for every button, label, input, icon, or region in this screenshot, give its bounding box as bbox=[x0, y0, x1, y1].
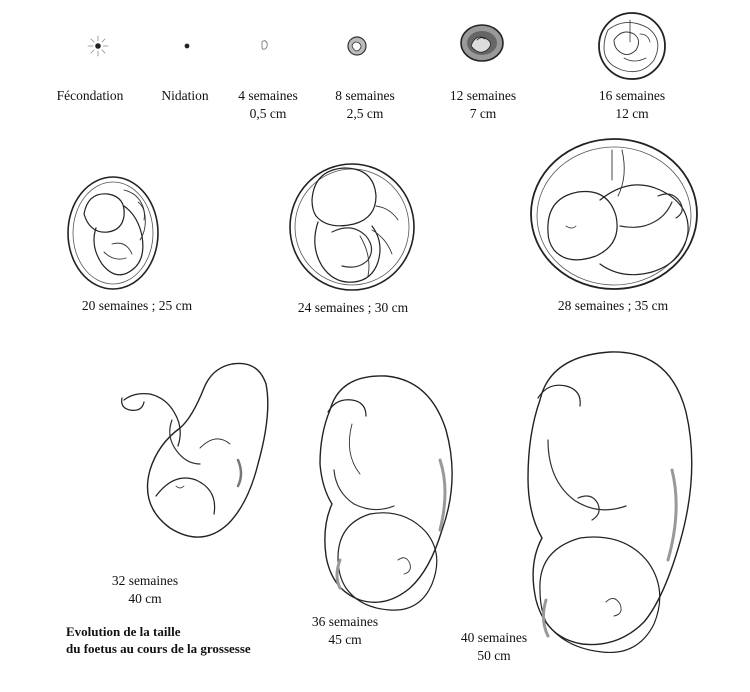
stage-label-16-weeks bbox=[589, 87, 675, 123]
fetus-12-weeks-drawing bbox=[461, 25, 503, 61]
fetus-16-weeks-drawing bbox=[599, 13, 665, 79]
stage-size: 2,5 cm bbox=[346, 106, 384, 121]
fetus-20-weeks-drawing bbox=[68, 177, 158, 289]
stage-size: 0,5 cm bbox=[249, 106, 287, 121]
nidation-dot-drawing bbox=[185, 44, 189, 48]
stage-label-32-weeks bbox=[100, 572, 190, 608]
fetus-32-weeks-drawing bbox=[122, 363, 268, 537]
stage-label-20-weeks bbox=[64, 297, 210, 315]
stage-name: 36 semaines bbox=[311, 614, 379, 629]
stage-label-28-weeks bbox=[540, 297, 686, 315]
stage-name: 20 semaines ; 25 cm bbox=[81, 298, 193, 313]
stage-size: 12 cm bbox=[615, 106, 649, 121]
stage-name: 8 semaines bbox=[335, 88, 395, 103]
fetus-36-weeks-drawing bbox=[320, 376, 452, 610]
fetus-24-weeks-drawing bbox=[290, 164, 414, 290]
stage-name: 40 semaines bbox=[460, 630, 528, 645]
stage-label-nidation bbox=[155, 87, 215, 105]
stage-label-24-weeks bbox=[280, 299, 426, 317]
stage-name: 28 semaines ; 35 cm bbox=[557, 298, 669, 313]
caption-line-2: du foetus au cours de la grossesse bbox=[66, 641, 251, 656]
stage-name: 16 semaines bbox=[598, 88, 666, 103]
stage-size: 45 cm bbox=[328, 632, 362, 647]
stage-size: 40 cm bbox=[128, 591, 162, 606]
stage-name: 12 semaines bbox=[449, 88, 517, 103]
fecundation-egg-drawing bbox=[88, 36, 108, 56]
stage-size: 50 cm bbox=[477, 648, 511, 663]
caption-line-1: Evolution de la taille bbox=[66, 624, 181, 639]
stage-name: 32 semaines bbox=[111, 573, 179, 588]
stage-size: 7 cm bbox=[469, 106, 497, 121]
embryo-4-weeks-drawing bbox=[262, 41, 267, 50]
fetus-40-weeks-drawing bbox=[528, 352, 692, 653]
stage-name: Nidation bbox=[161, 88, 209, 103]
stage-label-12-weeks bbox=[440, 87, 526, 123]
stage-label-36-weeks bbox=[300, 613, 390, 649]
stage-name: 4 semaines bbox=[238, 88, 298, 103]
diagram-caption bbox=[66, 623, 251, 657]
stage-label-8-weeks bbox=[327, 87, 403, 123]
stage-label-fecondation bbox=[50, 87, 130, 105]
stage-label-4-weeks bbox=[230, 87, 306, 123]
stage-name: 24 semaines ; 30 cm bbox=[297, 300, 409, 315]
fetus-28-weeks-drawing bbox=[531, 139, 697, 289]
embryo-8-weeks-drawing bbox=[348, 37, 366, 55]
stage-label-40-weeks bbox=[449, 629, 539, 665]
stage-name: Fécondation bbox=[56, 88, 124, 103]
